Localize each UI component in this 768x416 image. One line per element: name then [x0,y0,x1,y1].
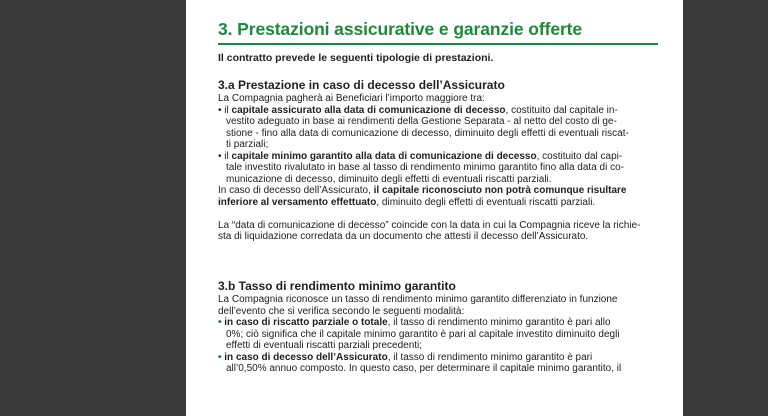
text-line: vestito adeguato in base ai rendimenti della Gestione Separata - al netto del costo di ge- [226,116,617,127]
title-underline [218,43,658,45]
text-line: La “data di comunicazione di decesso” coincide con la data in cui la Compagnia riceve la richie- [218,219,641,231]
text-line: stione - fino alla data di comunicazione di decesso, diminuito degli effetti di eventuali riscat- [226,127,629,139]
text-line: In caso di decesso dell’Assicurato, il capitale riconosciuto non potrà comunque risultare [218,185,627,196]
text-line: 0%; ciò significa che il capitale minimo garantito è pari al capitale investito diminuito degli [226,328,620,340]
bullet-item: • il capitale minimo garantito alla data di comunicazione di decesso, costituito dal capi- [218,150,623,162]
text-line: sta di liquidazione corredata da un documento che attesti il decesso dell’Assicurato. [218,231,589,242]
text-line: all’0,50% annuo composto. In questo caso, per determinare il capitale minimo garantito, il [226,363,622,374]
text-line: La Compagnia pagherà ai Beneficiari l’importo maggiore tra: [218,93,485,104]
bullet-item: • il capitale assicurato alla data di comunicazione di decesso, costituito dal capitale in- [218,104,618,116]
intro-text: Il contratto prevede le seguenti tipologie di prestazioni. [218,52,494,64]
text-line: effetti di eventuali riscatti parziali precedenti; [226,340,423,351]
text-line: dell’evento che si verifica secondo le seguenti modalità: [218,305,465,317]
bullet-item: • in caso di riscatto parziale o totale, il tasso di rendimento minimo garantito è pari allo [218,317,611,328]
text-line: municazione di decesso, diminuito degli effetti di eventuali riscatti parziali. [226,173,552,185]
section-a-heading: 3.a Prestazione in caso di decesso dell’Assicurato [218,78,505,92]
document-page[interactable] [186,0,683,416]
bullet-item: • in caso di decesso dell’Assicurato, il tasso di rendimento minimo garantito è pari [218,351,593,363]
text-line: tale investito rivalutato in base al tasso di rendimento minimo garantito fino alla data di co- [226,162,624,173]
text-line: La Compagnia riconosce un tasso di rendimento minimo garantito differenziato in funzione [218,294,618,305]
text-line: inferiore al versamento effettuato, diminuito degli effetti di eventuali riscatti parziali. [218,196,596,208]
section-b-body [218,294,662,375]
blank-line [218,208,662,220]
section-b-heading: 3.b Tasso di rendimento minimo garantito [218,279,456,293]
text-line: ti parziali; [226,139,269,150]
section-a-body [218,93,662,243]
section-title: 3. Prestazioni assicurative e garanzie offerte [218,19,583,39]
